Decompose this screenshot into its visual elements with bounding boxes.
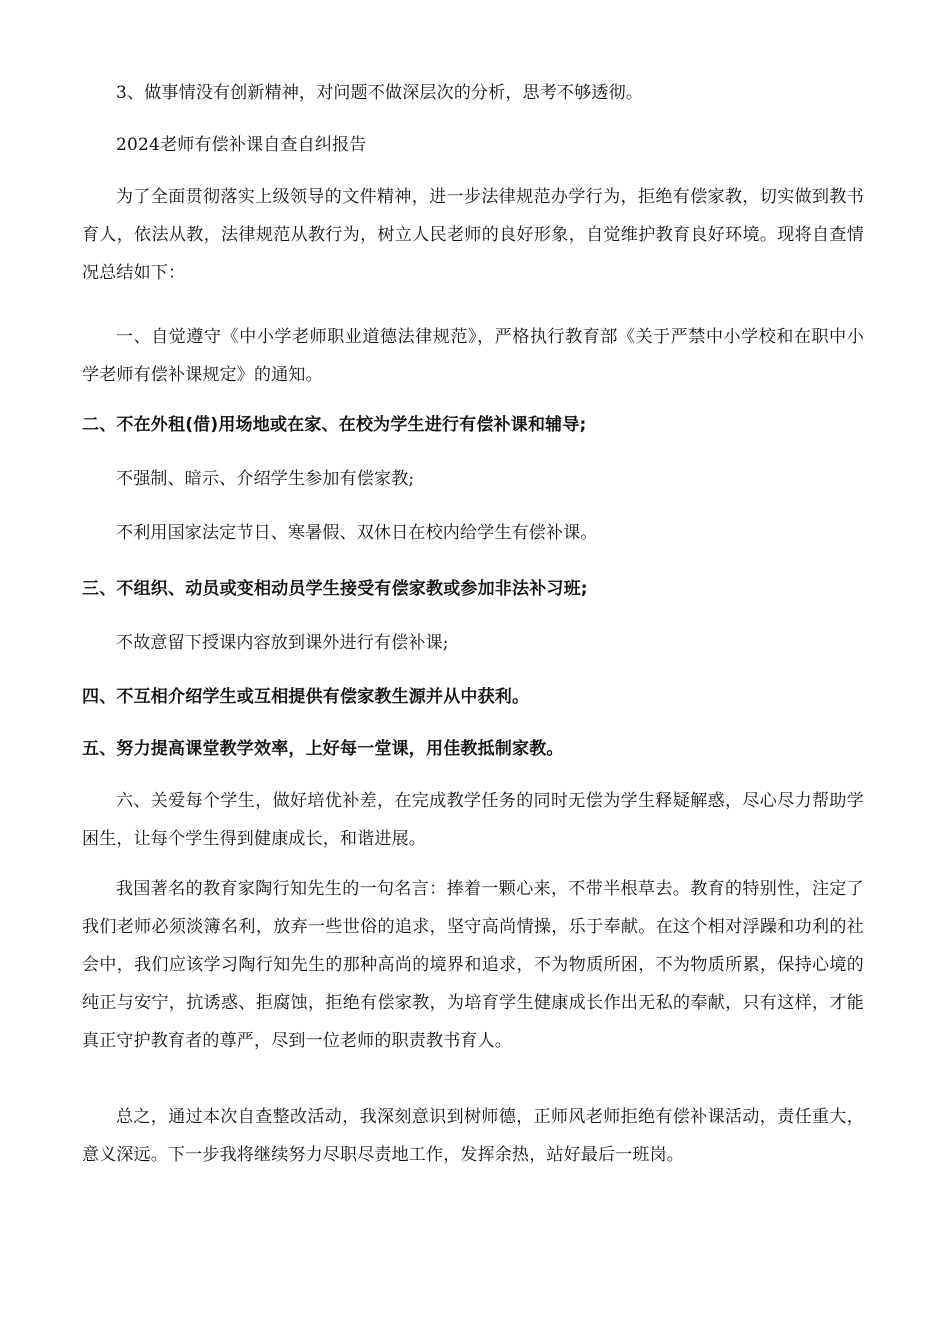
paragraph-intro: 为了全面贯彻落实上级领导的文件精神，进一步法律规范办学行为，拒绝有偿家教，切实做到教书育人，依法从教，法律规范从教行为，树立人民老师的良好形象，自觉维护教育良好环境。现将自查情况总结如下： — [82, 187, 864, 283]
heading-item-3: 三、不组织、动员或变相动员学生接受有偿家教或参加非法补习班; — [82, 579, 588, 599]
report-title: 2024老师有偿补课自查自纠报告 — [116, 135, 367, 155]
paragraph-item-1: 一、自觉遵守《中小学老师职业道德法律规范》，严格执行教育部《关于严禁中小学校和在职中小学老师有偿补课规定》的通知。 — [82, 327, 864, 385]
heading-item-4: 四、不互相介绍学生或互相提供有偿家教生源并从中获利。 — [82, 687, 530, 707]
paragraph-item-6: 六、关爱每个学生，做好培优补差，在完成教学任务的同时无偿为学生释疑解惑，尽心尽力帮助学困生，让每个学生得到健康成长，和谐进展。 — [82, 791, 864, 849]
heading-item-5: 五、努力提高课堂教学效率，上好每一堂课，用佳教抵制家教。 — [82, 739, 564, 759]
paragraph-tao-xingzhi: 我国著名的教育家陶行知先生的一句名言：捧着一颗心来，不带半根草去。教育的特别性，注定了我们老师必须淡簿名利，放弃一些世俗的追求，坚守高尚情操，乐于奉献。在这个相对浮躁和功利的社会中，我们应该学习陶行知先生的那种高尚的境界和追求，不为物质所困，不为物质所累，保持心境的纯正与安宁，抗诱惑、拒腐蚀，拒绝有偿家教，为培育学生健康成长作出无私的奉献，只有这样，才能真正守护教育者的尊严，尽到一位老师的职责教书育人。 — [82, 879, 864, 1051]
paragraph-no-withholding: 不故意留下授课内容放到课外进行有偿补课; — [116, 633, 449, 653]
heading-item-2: 二、不在外租(借)用场地或在家、在校为学生进行有偿补课和辅导; — [82, 415, 587, 435]
paragraph-no-coercion: 不强制、暗示、介绍学生参加有偿家教; — [116, 469, 415, 489]
paragraph-no-holiday-tutoring: 不利用国家法定节日、寒暑假、双休日在校内给学生有偿补课。 — [116, 523, 598, 543]
paragraph-conclusion: 总之，通过本次自查整改活动，我深刻意识到树师德，正师风老师拒绝有偿补课活动，责任重大，意义深远。下一步我将继续努力尽职尽责地工作，发挥余热，站好最后一班岗。 — [82, 1107, 864, 1165]
paragraph-shortcoming-3: 3、做事情没有创新精神，对问题不做深层次的分析，思考不够透彻。 — [116, 83, 644, 103]
